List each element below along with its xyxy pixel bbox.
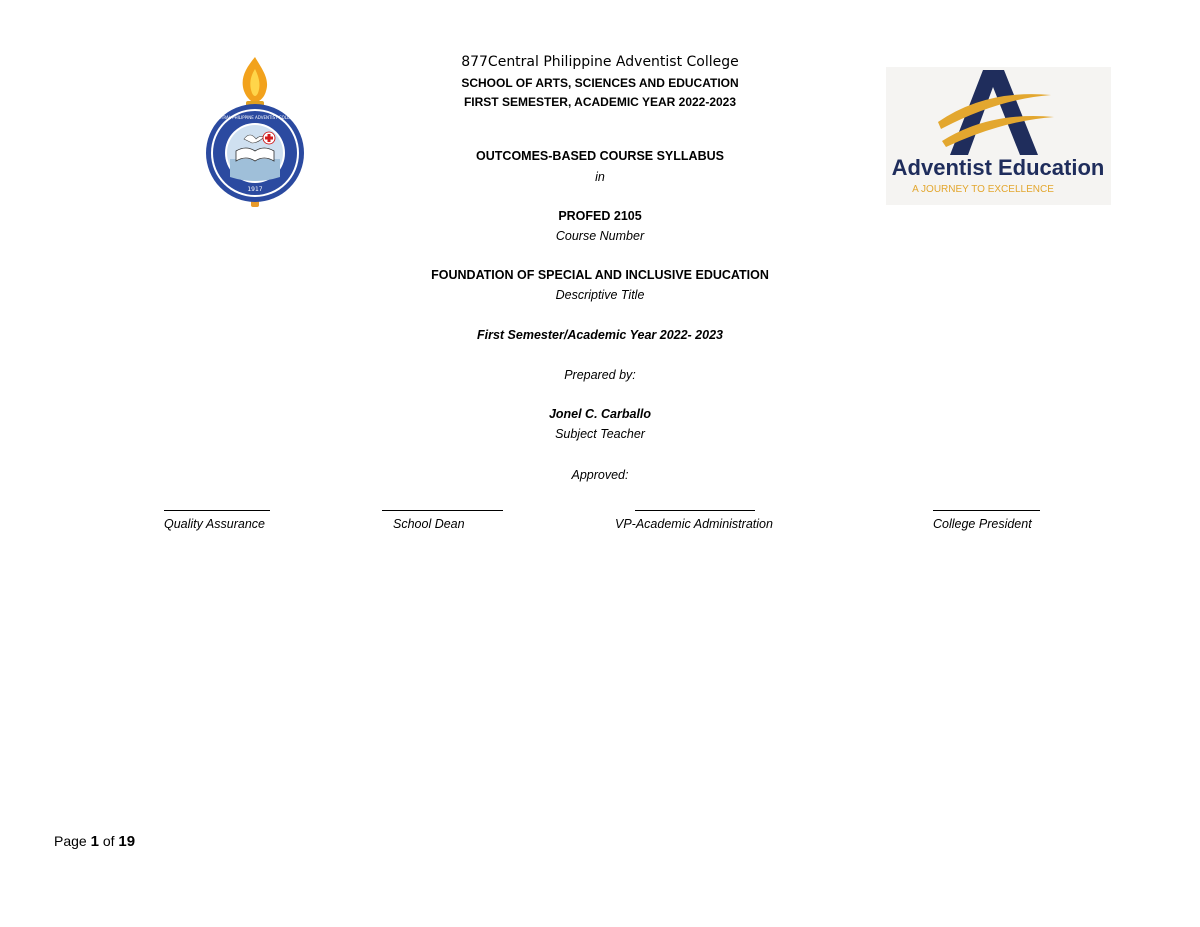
- signatory-label: College President: [933, 517, 1032, 531]
- college-seal-logo: [200, 55, 310, 210]
- seal-ring-text: CENTRAL PHILIPPINE ADVENTIST COLLEGE: [212, 115, 298, 120]
- approved-label: Approved:: [571, 468, 629, 482]
- college-name: 877Central Philippine Adventist College: [461, 54, 739, 70]
- syllabus-in: in: [595, 170, 605, 184]
- syllabus-type: OUTCOMES-BASED COURSE SYLLABUS: [476, 149, 724, 163]
- course-number: PROFED 2105: [558, 209, 642, 223]
- signatory-label: VP-Academic Administration: [615, 517, 773, 531]
- total-pages: 19: [118, 833, 136, 850]
- course-number-label: Course Number: [555, 229, 645, 243]
- signature-school-dean: [382, 510, 503, 531]
- course-title-label: Descriptive Title: [555, 288, 645, 302]
- page-word: Page: [54, 833, 87, 849]
- school-name: SCHOOL OF ARTS, SCIENCES AND EDUCATION: [461, 76, 739, 90]
- adventist-education-tagline: A JOURNEY TO EXCELLENCE: [912, 184, 1054, 195]
- signature-line: [635, 510, 755, 511]
- current-page: 1: [90, 833, 99, 850]
- seal-year: 1917: [247, 186, 263, 193]
- adventist-education-wordmark: Adventist Education: [891, 155, 1105, 180]
- signature-line: [933, 510, 1040, 511]
- signature-line: [382, 510, 503, 511]
- teacher-name: Jonel C. Carballo: [548, 407, 652, 421]
- academic-term: First Semester/Academic Year 2022- 2023: [477, 328, 723, 342]
- signature-quality-assurance: [164, 510, 270, 531]
- of-word: of: [102, 833, 115, 849]
- course-title: FOUNDATION OF SPECIAL AND INCLUSIVE EDUCATION: [431, 268, 769, 282]
- signature-vp-academic: [615, 510, 773, 531]
- teacher-role: Subject Teacher: [555, 427, 645, 441]
- adventist-education-logo: [886, 67, 1111, 205]
- semester-heading: FIRST SEMESTER, ACADEMIC YEAR 2022-2023: [463, 95, 737, 109]
- prepared-by-label: Prepared by:: [564, 368, 636, 382]
- signature-college-president: [933, 510, 1040, 531]
- signatory-label: Quality Assurance: [164, 517, 265, 531]
- signature-line: [164, 510, 270, 511]
- page-number: [54, 833, 135, 850]
- signatory-label: School Dean: [393, 517, 465, 531]
